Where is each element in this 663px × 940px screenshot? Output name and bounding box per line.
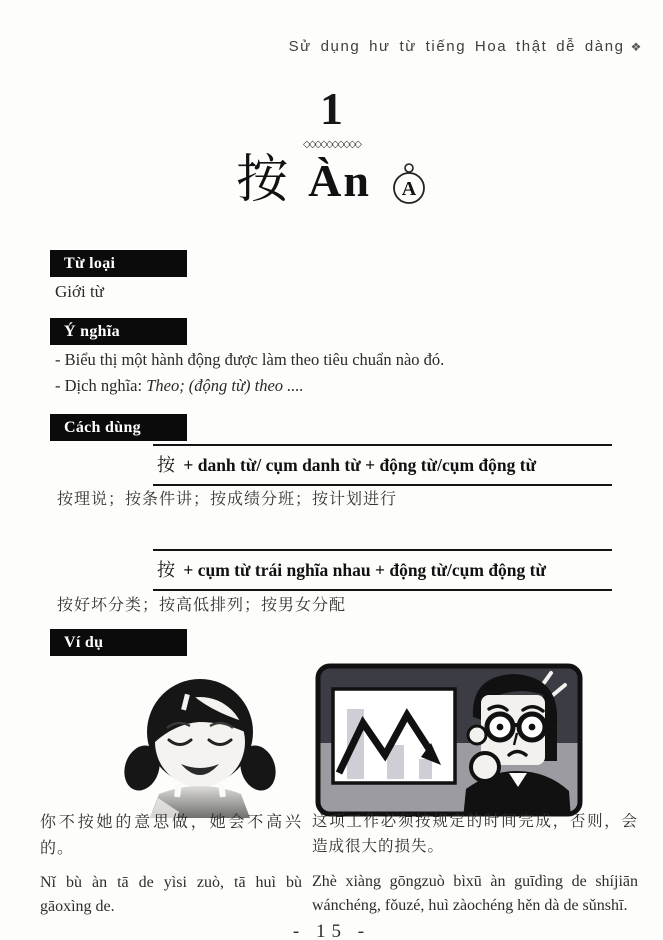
section-heading-y-nghia: Ý nghĩa [50,318,187,345]
worried-man-chart-illustration [313,661,585,819]
page-number: - 15 - [292,921,371,940]
pupil-left [497,724,504,731]
formula-1-examples: 按理说；按条件讲；按成绩分班；按计划进行 [57,491,398,508]
example-right-pinyin: Zhè xiàng gōngzuò bìxū àn guīdìng de shíjiān wánchéng, fǒuzé, huì zàochéng hěn dà de sǔnshī. [312,872,638,914]
title-pinyin: Àn [308,155,371,207]
y-nghia-line-2 [55,376,304,396]
entry-title [0,152,663,209]
sad-girl-illustration [95,666,305,818]
formula-2-pattern: + cụm từ trái nghĩa nhau + động từ/cụm động từ [183,560,546,580]
example-right-hanzi: 这项工作必须按规定的时间完成，否则，会造成很大的损失。 [312,813,638,855]
fist [471,753,499,781]
y-nghia-line-2-italic: Theo; (động từ) theo .... [146,376,304,395]
section-heading-cach-dung: Cách dùng [50,414,187,441]
y-nghia-line-1: - Biểu thị một hành động được làm theo tiêu chuẩn nào đó. [55,350,445,369]
section-heading-tu-loai: Từ loại [50,250,187,277]
chapter-ornament: ◇◇◇◇◇◇◇◇◇◇ [303,139,360,150]
chapter-number: 1 [320,83,343,134]
formula-2-hanzi: 按 [157,560,175,580]
title-hanzi: 按 [236,152,289,209]
ear [468,726,486,744]
balloon-a-icon [391,162,427,206]
running-head-text: Sử dụng hư từ tiếng Hoa thật dễ dàng [288,38,625,55]
diamond-icon: ❖ [630,40,643,54]
section-heading-vi-du: Ví dụ [50,629,187,656]
pupil-right [529,724,536,731]
example-left [40,810,302,919]
chart-bar-3 [419,759,432,779]
formula-1-pattern: + danh từ/ cụm danh từ + động từ/cụm động từ [183,455,537,475]
formula-2-examples: 按好坏分类；按高低排列；按男女分配 [57,597,347,614]
formula-1-hanzi: 按 [157,455,175,475]
example-left-hanzi: 你不按她的意思做，她会不高兴的。 [40,814,302,857]
example-right [312,810,638,918]
formula-1 [153,444,612,486]
badge-letter: A [401,177,417,200]
y-nghia-line-2-prefix: - Dịch nghĩa: [55,376,147,395]
example-left-pinyin: Nǐ bù àn tā de yìsi zuò, tā huì bù gāoxìng de. [40,874,302,916]
tu-loai-body: Giới từ [55,282,104,301]
running-head [289,38,643,55]
formula-2 [153,549,612,591]
